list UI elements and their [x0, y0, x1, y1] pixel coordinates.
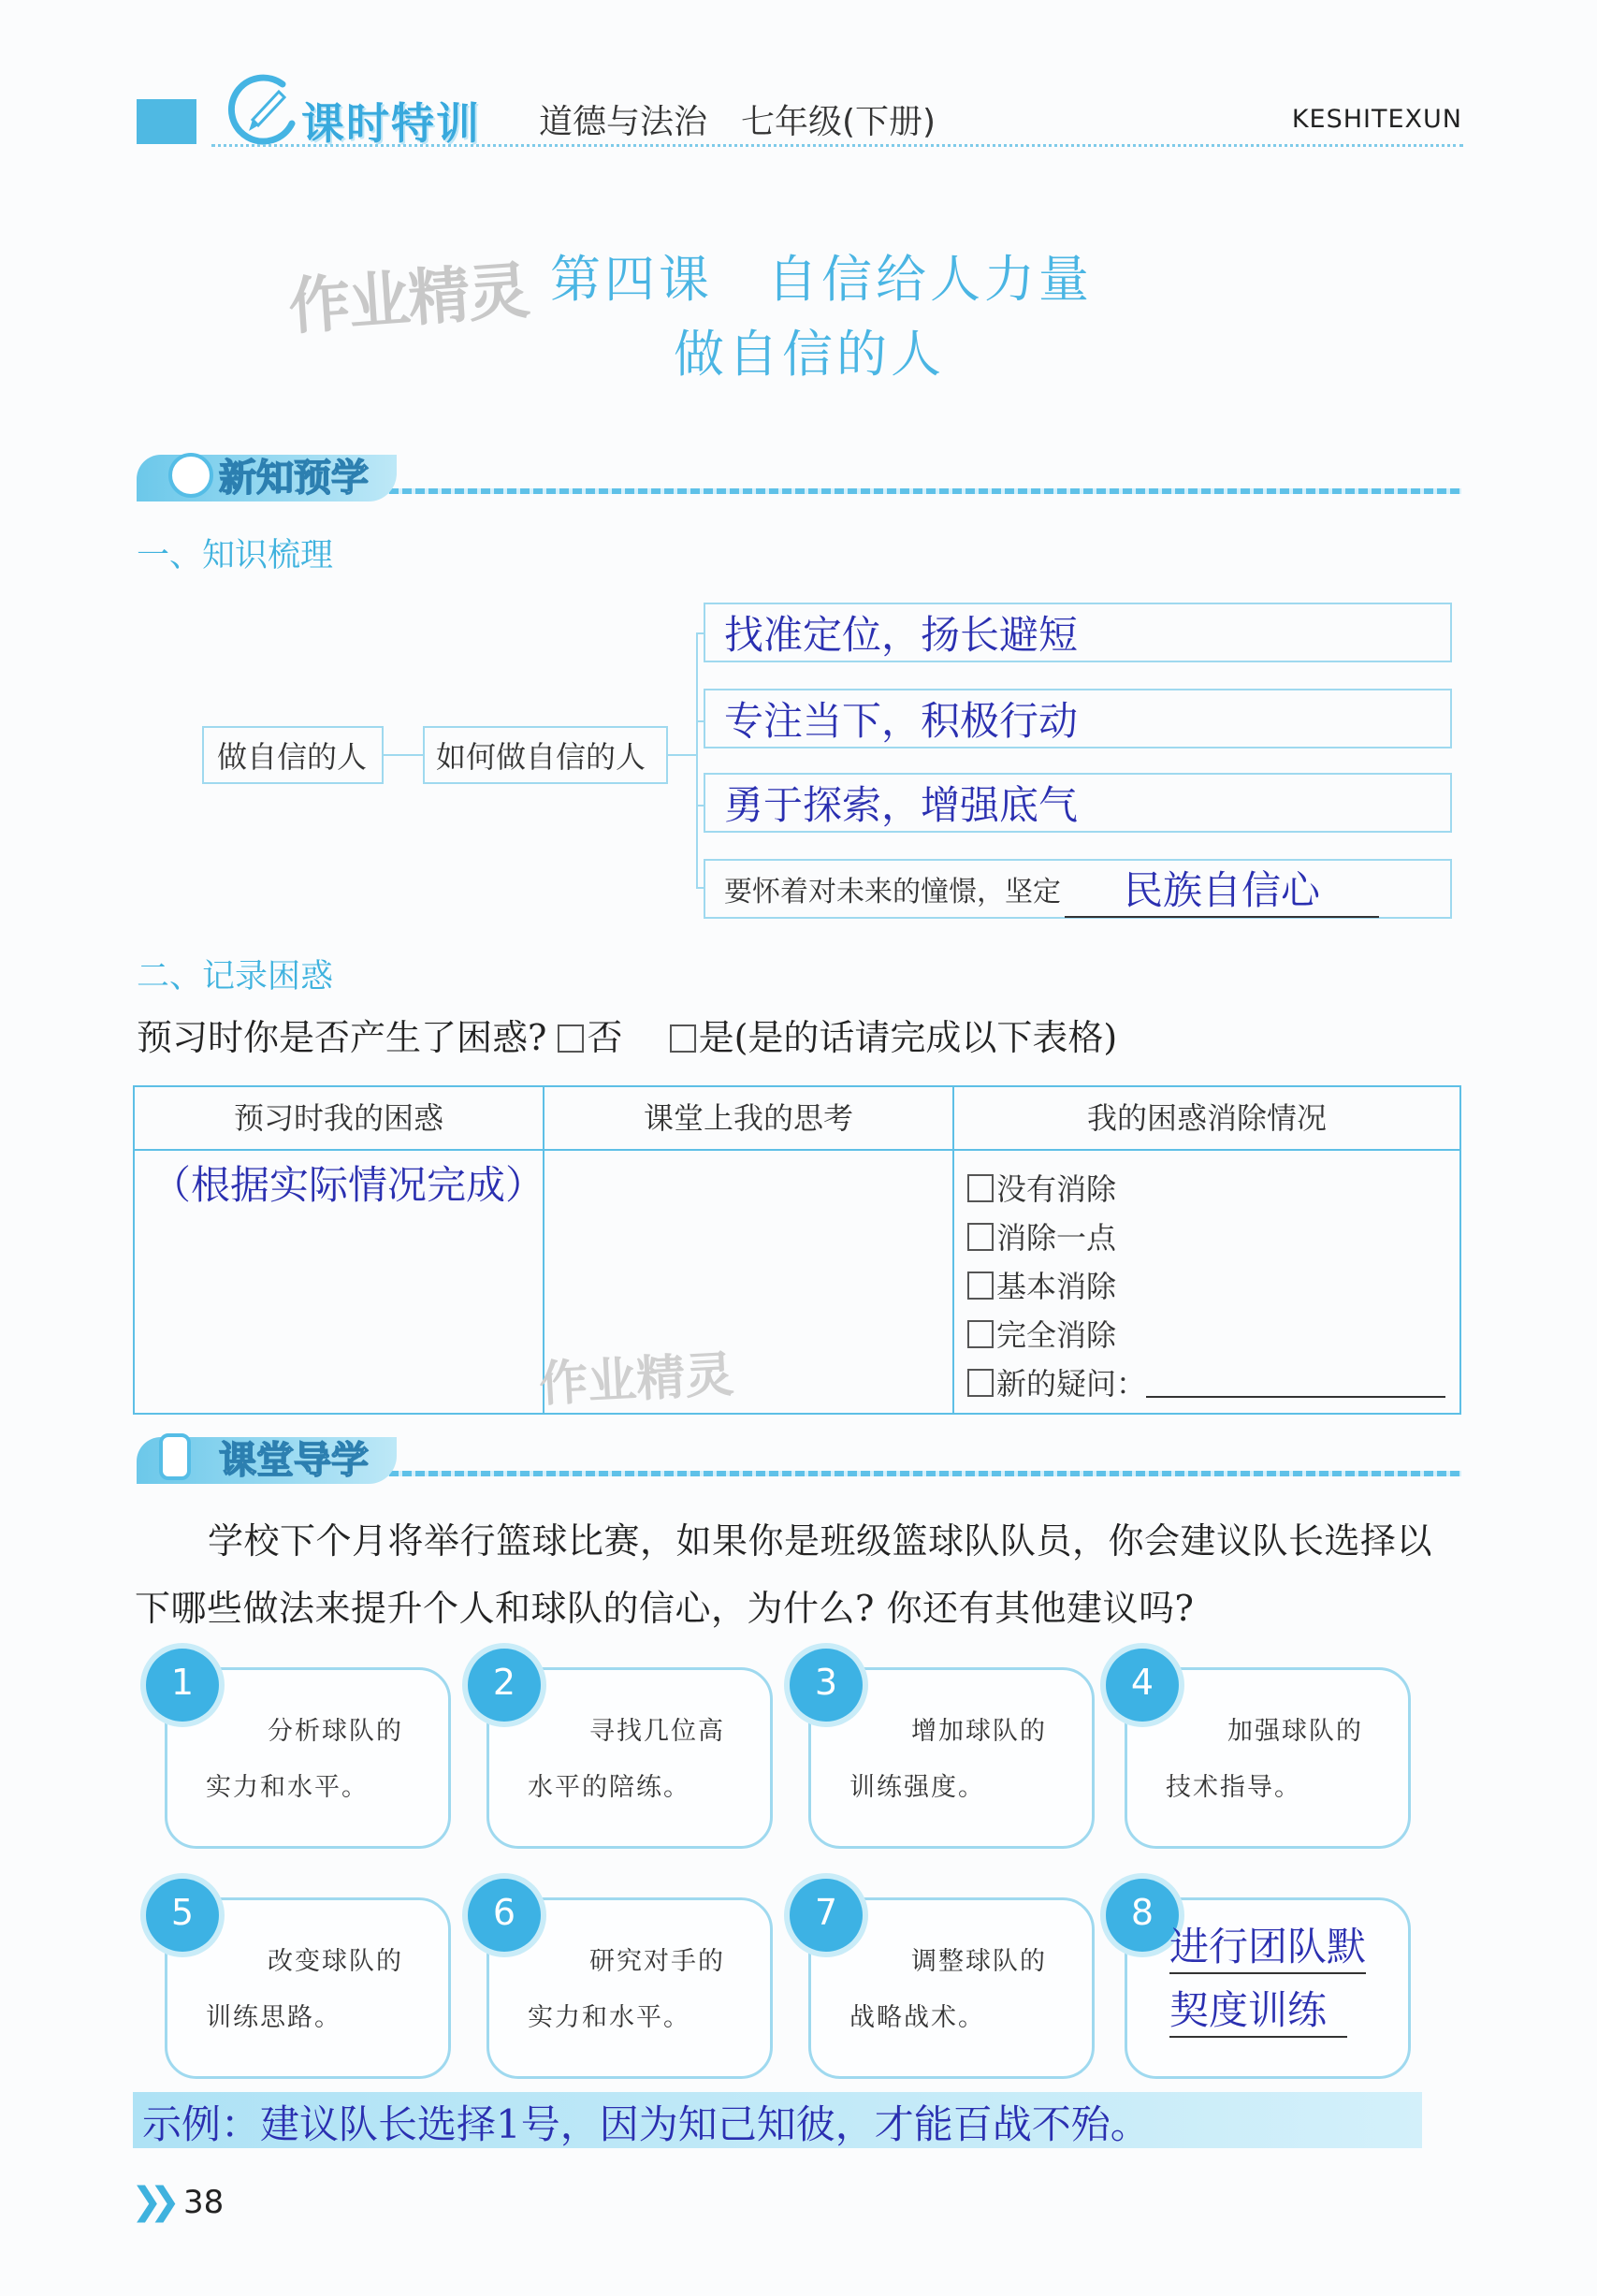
answer-blank[interactable]: 民族自信心 [1065, 860, 1379, 918]
pen-logo-icon [217, 65, 301, 150]
checklist-item[interactable] [967, 1263, 1116, 1306]
checkbox[interactable] [967, 1320, 994, 1348]
map-root: 做自信的人 [202, 726, 384, 784]
option-text: 加强球队的 [1227, 1717, 1363, 1746]
option-text: 改变球队的 [268, 1947, 403, 1976]
map-branch: 如何做自信的人 [423, 726, 668, 784]
checkbox[interactable] [967, 1223, 994, 1251]
map-bracket-tick [696, 805, 704, 807]
option-text: 增加球队的 [911, 1717, 1047, 1746]
answer-text: 进行团队默 [1169, 1916, 1366, 1974]
checklist-item[interactable] [967, 1360, 1445, 1403]
map-connector [668, 754, 696, 756]
checkbox[interactable] [967, 1174, 994, 1202]
watermark: 作业精灵 [537, 1346, 735, 1414]
checklist-label: 消除一点 [996, 1220, 1117, 1256]
watermark: 作业精灵 [286, 254, 530, 343]
double-chevron-icon: ❯❯ [131, 2180, 168, 2223]
header-color-block [137, 99, 196, 144]
checklist-item[interactable] [967, 1214, 1116, 1257]
brand-title: 课时特训 [301, 98, 481, 149]
map-item [704, 603, 1452, 662]
option-text: 训练思路。 [206, 2003, 341, 2032]
option-number-badge: 1 [146, 1649, 219, 1722]
answer-blank[interactable] [1146, 1368, 1445, 1398]
lesson-title: 第四课 自信给人力量 [550, 250, 1093, 309]
checklist-label: 新的疑问： [996, 1366, 1147, 1402]
option-number-badge: 5 [146, 1879, 219, 1952]
option-yes: 是(是的话请完成以下表格) [698, 1017, 1118, 1058]
answer-text: 专注当下，积极行动 [724, 698, 1079, 744]
table-header: 课堂上我的思考 [544, 1087, 952, 1151]
option-number-badge: 6 [468, 1879, 541, 1952]
table-header: 预习时我的困惑 [135, 1087, 543, 1151]
checklist-item[interactable] [967, 1312, 1116, 1355]
example-answer: 示例：建议队长选择1号，因为知己知彼，才能百战不殆。 [142, 2101, 1150, 2147]
option-number-badge: 2 [468, 1649, 541, 1722]
header-divider [211, 144, 1463, 147]
checkbox[interactable] [558, 1024, 584, 1053]
question-text: 预习时你是否产生了困惑? [137, 1017, 547, 1058]
checkbox[interactable] [967, 1369, 994, 1397]
checklist-item[interactable] [967, 1166, 1116, 1209]
option-text: 分析球队的 [268, 1717, 403, 1746]
answer-text: （根据实际情况完成） [152, 1162, 545, 1208]
option-number-badge: 7 [790, 1879, 863, 1952]
option-text: 实力和水平。 [528, 2003, 690, 2032]
option-text: 战略战术。 [849, 2003, 985, 2032]
answer-text: 契度训练 [1169, 1980, 1347, 2038]
class-banner: 课堂导学 [137, 1437, 397, 1484]
map-item [704, 859, 1452, 919]
option-text: 寻找几位高 [589, 1717, 725, 1746]
option-text: 实力和水平。 [206, 1773, 369, 1802]
option-number-badge: 8 [1106, 1879, 1179, 1952]
confusion-table [133, 1085, 1461, 1415]
confusion-heading: 二、记录困惑 [137, 958, 334, 995]
checklist-label: 没有消除 [996, 1171, 1117, 1207]
fill-prompt: 要怀着对未来的憧憬，坚定 [724, 876, 1061, 908]
option-number-badge: 4 [1106, 1649, 1179, 1722]
answer-text: 勇于探索，增强底气 [724, 782, 1079, 828]
scenario-line: 学校下个月将举行篮球比赛，如果你是班级篮球队队员，你会建议队长选择以 [208, 1520, 1433, 1562]
table-divider [952, 1087, 954, 1413]
table-header: 我的困惑消除情况 [954, 1087, 1459, 1151]
scenario-line: 下哪些做法来提升个人和球队的信心，为什么? 你还有其他建议吗? [135, 1588, 1195, 1629]
option-text: 水平的陪练。 [528, 1773, 690, 1802]
checkbox[interactable] [967, 1272, 994, 1300]
map-bracket-tick [696, 720, 704, 722]
option-text: 训练强度。 [849, 1773, 985, 1802]
option-number-badge: 3 [790, 1649, 863, 1722]
option-no: 否 [587, 1017, 623, 1058]
answer-text: 找准定位，扬长避短 [724, 612, 1079, 658]
knowledge-heading: 一、知识梳理 [137, 537, 334, 574]
question-line [137, 1009, 1117, 1060]
map-item [704, 773, 1452, 833]
checkbox[interactable] [670, 1024, 696, 1053]
section-title: 做自信的人 [674, 325, 945, 384]
checklist-label: 完全消除 [996, 1317, 1117, 1353]
map-item [704, 689, 1452, 748]
bulb-icon [168, 453, 213, 498]
brand-latin: KESHITEXUN [1291, 105, 1462, 134]
map-bracket [696, 632, 698, 887]
map-bracket-tick [696, 887, 704, 889]
option-text: 技术指导。 [1166, 1773, 1301, 1802]
map-connector [384, 754, 423, 756]
option-text: 研究对手的 [589, 1947, 725, 1976]
bottle-icon [159, 1433, 191, 1480]
map-bracket-tick [696, 632, 704, 634]
preview-banner: 新知预学 [137, 455, 397, 501]
checklist-label: 基本消除 [996, 1269, 1117, 1304]
option-text: 调整球队的 [911, 1947, 1047, 1976]
subject-title: 道德与法治 七年级(下册) [539, 103, 936, 141]
page-number: 38 [183, 2184, 225, 2221]
